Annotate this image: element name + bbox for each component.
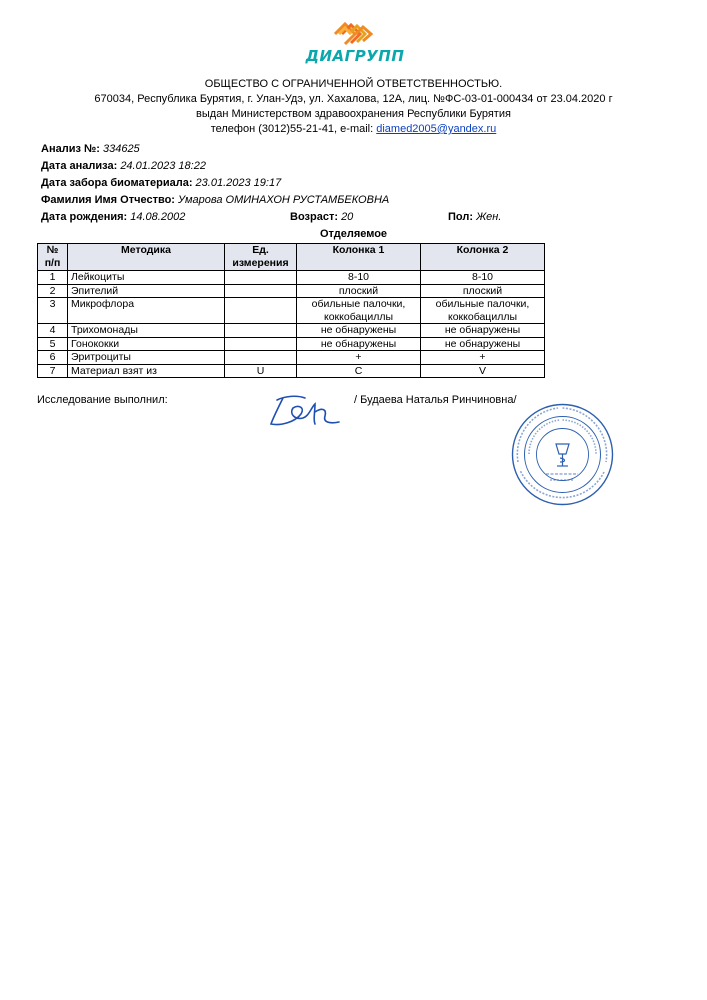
phone-text: телефон (3012)55-21-41, e-mail:: [210, 123, 377, 135]
row-number: 4: [38, 324, 68, 338]
column1-cell: +: [297, 351, 421, 365]
patient-age-value: 20: [341, 211, 354, 223]
column-header: № п/п: [38, 244, 68, 271]
column-header: Колонка 2: [421, 244, 545, 271]
contacts: [0, 122, 707, 137]
column2-cell: V: [421, 364, 545, 378]
table-row: [38, 337, 545, 351]
analysis-number: [41, 142, 140, 156]
unit-cell: [225, 284, 297, 298]
column1-cell: не обнаружены: [297, 337, 421, 351]
column1-cell: C: [297, 364, 421, 378]
email-link[interactable]: diamed2005@yandex.ru: [376, 123, 497, 135]
table-row: [38, 271, 545, 285]
analysis-number-value: 334625: [102, 143, 140, 155]
analysis-date: [41, 159, 206, 173]
patient-name-value: Умарова ОМИНАХОН РУСТАМБЕКОВНА: [178, 194, 390, 206]
analysis-number-label: Анализ №:: [41, 143, 100, 155]
method-cell: Эпителий: [68, 284, 225, 298]
company-name: ОБЩЕСТВО С ОГРАНИЧЕННОЙ ОТВЕТСТВЕННОСТЬЮ.: [204, 78, 503, 90]
table-row: [38, 324, 545, 338]
column-header: Ед. измерения: [225, 244, 297, 271]
table-row: [38, 298, 545, 324]
row-number: 7: [38, 364, 68, 378]
method-cell: Гонококки: [68, 337, 225, 351]
patient-name-label: Фамилия Имя Отчество:: [41, 194, 175, 206]
column2-cell: 8-10: [421, 271, 545, 285]
logo-text: ДИАГРУПП: [305, 47, 405, 65]
handwritten-signature: [265, 392, 350, 432]
birth-date: [41, 210, 185, 224]
column-header: Методика: [68, 244, 225, 271]
column2-cell: плоский: [421, 284, 545, 298]
patient-name: [41, 193, 389, 207]
table-row: [38, 364, 545, 378]
row-number: 1: [38, 271, 68, 285]
sample-date-value: 23.01.2023 19:17: [195, 177, 282, 189]
company-logo: [295, 18, 415, 70]
patient-sex: [448, 210, 501, 224]
unit-cell: [225, 337, 297, 351]
sample-date: [41, 176, 281, 190]
results-table: [37, 243, 545, 378]
row-number: 5: [38, 337, 68, 351]
company-address: 670034, Республика Бурятия, г. Улан-Удэ, ул. Хахалова, 12А, лиц. №ФС-03-01-000434 от 23.04.2020 г: [94, 93, 613, 105]
column1-cell: не обнаружены: [297, 324, 421, 338]
row-number: 6: [38, 351, 68, 365]
method-cell: Микрофлора: [68, 298, 225, 324]
column2-cell: +: [421, 351, 545, 365]
unit-cell: [225, 351, 297, 365]
column2-cell: обильные палочки, коккобациллы: [421, 298, 545, 324]
section-title: Отделяемое: [319, 228, 388, 240]
table-row: [38, 284, 545, 298]
column2-cell: не обнаружены: [421, 324, 545, 338]
table-row: [38, 351, 545, 365]
signer-name: / Будаева Наталья Ринчиновна/: [354, 394, 517, 406]
method-cell: Трихомонады: [68, 324, 225, 338]
column1-cell: обильные палочки, коккобациллы: [297, 298, 421, 324]
logo-emblem-icon: [295, 18, 415, 48]
official-stamp: [510, 402, 615, 507]
table-header-row: [38, 244, 545, 271]
method-cell: Эритроциты: [68, 351, 225, 365]
unit-cell: [225, 298, 297, 324]
method-cell: Лейкоциты: [68, 271, 225, 285]
unit-cell: [225, 324, 297, 338]
row-number: 3: [38, 298, 68, 324]
row-number: 2: [38, 284, 68, 298]
sample-date-label: Дата забора биоматериала:: [41, 177, 193, 189]
birth-date-value: 14.08.2002: [130, 211, 186, 223]
method-cell: Материал взят из: [68, 364, 225, 378]
performed-by-label: Исследование выполнил:: [37, 394, 168, 406]
analysis-date-value: 24.01.2023 18:22: [120, 160, 206, 172]
column2-cell: не обнаружены: [421, 337, 545, 351]
patient-age-label: Возраст:: [290, 211, 338, 223]
license-issuer: выдан Министерством здравоохранения Республики Бурятия: [196, 108, 511, 120]
patient-age: [290, 210, 353, 224]
company-header: [0, 77, 707, 137]
unit-cell: [225, 271, 297, 285]
analysis-date-label: Дата анализа:: [41, 160, 118, 172]
column-header: Колонка 1: [297, 244, 421, 271]
patient-sex-label: Пол:: [448, 211, 474, 223]
column1-cell: 8-10: [297, 271, 421, 285]
unit-cell: U: [225, 364, 297, 378]
column1-cell: плоский: [297, 284, 421, 298]
patient-sex-value: Жен.: [476, 211, 502, 223]
birth-date-label: Дата рождения:: [41, 211, 128, 223]
